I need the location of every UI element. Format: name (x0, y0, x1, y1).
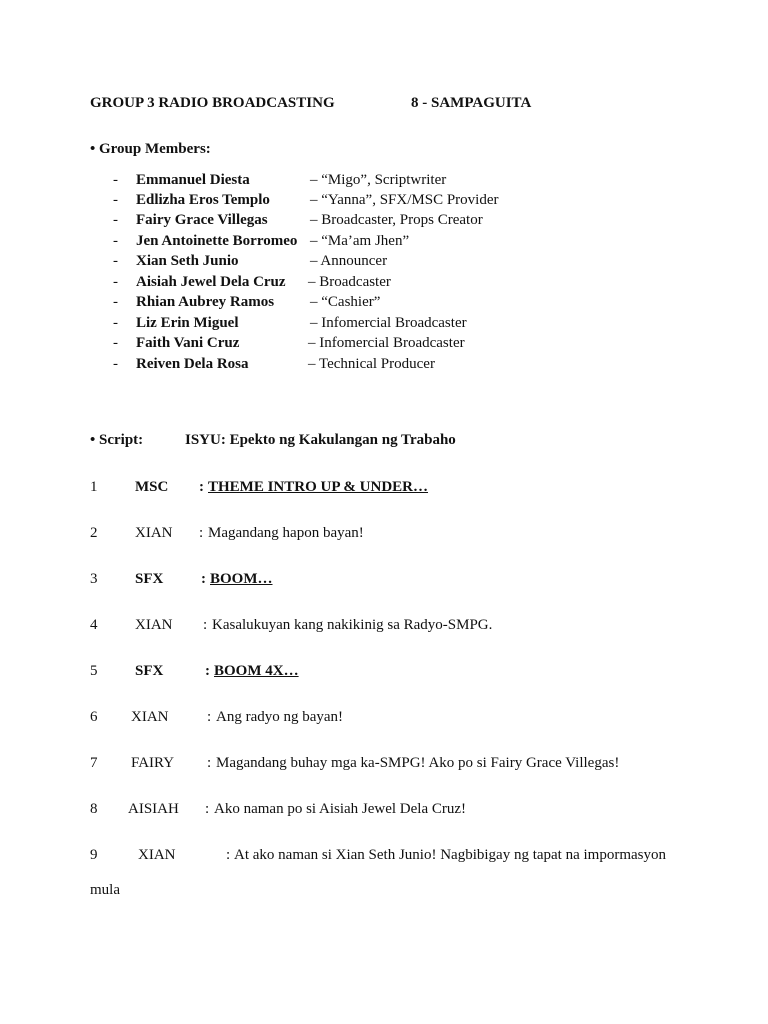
line-speaker: XIAN (135, 525, 173, 541)
member-role: – Announcer (310, 253, 388, 269)
script-label: • Script: (90, 432, 144, 448)
member-name: Xian Seth Junio (136, 253, 239, 269)
member-bullet: - (113, 192, 118, 208)
member-bullet: - (113, 294, 118, 310)
line-colon: : (201, 571, 206, 587)
line-text: BOOM 4X… (214, 663, 299, 679)
member-role: – “Yanna”, SFX/MSC Provider (310, 192, 499, 208)
line-number: 7 (90, 755, 98, 771)
member-bullet: - (113, 212, 118, 228)
member-name: Edlizha Eros Templo (136, 192, 270, 208)
line-speaker: XIAN (135, 617, 173, 633)
member-name: Liz Erin Miguel (136, 315, 239, 331)
line-colon: : (199, 479, 204, 495)
member-name: Aisiah Jewel Dela Cruz (136, 274, 286, 290)
member-role: – Broadcaster (308, 274, 391, 290)
member-bullet: - (113, 172, 118, 188)
member-role: – “Migo”, Scriptwriter (310, 172, 447, 188)
line-number: 1 (90, 479, 98, 495)
line-speaker: AISIAH (128, 801, 179, 817)
member-role: – Broadcaster, Props Creator (310, 212, 483, 228)
line-text: Kasalukuyan kang nakikinig sa Radyo-SMPG. (212, 617, 493, 633)
member-bullet: - (113, 356, 118, 372)
member-role: – “Cashier” (310, 294, 381, 310)
line-speaker: XIAN (138, 847, 176, 863)
member-role: – “Ma’am Jhen” (310, 233, 410, 249)
line-text: Magandang buhay mga ka-SMPG! Ako po si Fairy Grace Villegas! (216, 755, 620, 771)
line-speaker: FAIRY (131, 755, 175, 771)
script-topic: ISYU: Epekto ng Kakulangan ng Trabaho (185, 432, 456, 448)
member-bullet: - (113, 253, 118, 269)
line-speaker: SFX (135, 663, 164, 679)
member-bullet: - (113, 274, 118, 290)
line-colon: : (207, 755, 212, 771)
member-bullet: - (113, 233, 118, 249)
line-continuation: mula (90, 882, 120, 898)
members-heading: • Group Members: (90, 141, 211, 157)
line-number: 3 (90, 571, 98, 587)
line-colon: : (205, 801, 210, 817)
line-text: BOOM… (210, 571, 273, 587)
line-number: 9 (90, 847, 98, 863)
member-name: Rhian Aubrey Ramos (136, 294, 275, 310)
line-colon: : (226, 847, 231, 863)
member-role: – Technical Producer (308, 356, 435, 372)
line-colon: : (203, 617, 208, 633)
line-text: Ang radyo ng bayan! (216, 709, 344, 725)
line-text: Magandang hapon bayan! (208, 525, 364, 541)
line-number: 4 (90, 617, 98, 633)
line-text: Ako naman po si Aisiah Jewel Dela Cruz! (214, 801, 467, 817)
member-role: – Infomercial Broadcaster (310, 315, 467, 331)
member-name: Faith Vani Cruz (136, 335, 240, 351)
line-number: 2 (90, 525, 98, 541)
line-number: 6 (90, 709, 98, 725)
line-colon: : (205, 663, 210, 679)
line-number: 8 (90, 801, 98, 817)
line-text: At ako naman si Xian Seth Junio! Nagbibigay ng tapat na impormasyon (234, 847, 667, 863)
member-name: Reiven Dela Rosa (136, 356, 249, 372)
member-bullet: - (113, 315, 118, 331)
line-colon: : (207, 709, 212, 725)
member-bullet: - (113, 335, 118, 351)
line-speaker: XIAN (131, 709, 169, 725)
line-text: THEME INTRO UP & UNDER… (208, 479, 429, 495)
member-name: Fairy Grace Villegas (136, 212, 268, 228)
line-speaker: SFX (135, 571, 164, 587)
section-label: 8 - SAMPAGUITA (411, 95, 532, 111)
member-name: Jen Antoinette Borromeo (136, 233, 298, 249)
line-number: 5 (90, 663, 98, 679)
line-colon: : (199, 525, 204, 541)
member-name: Emmanuel Diesta (136, 172, 250, 188)
line-speaker: MSC (135, 479, 169, 495)
document-title: GROUP 3 RADIO BROADCASTING (90, 95, 335, 111)
member-role: – Infomercial Broadcaster (308, 335, 465, 351)
